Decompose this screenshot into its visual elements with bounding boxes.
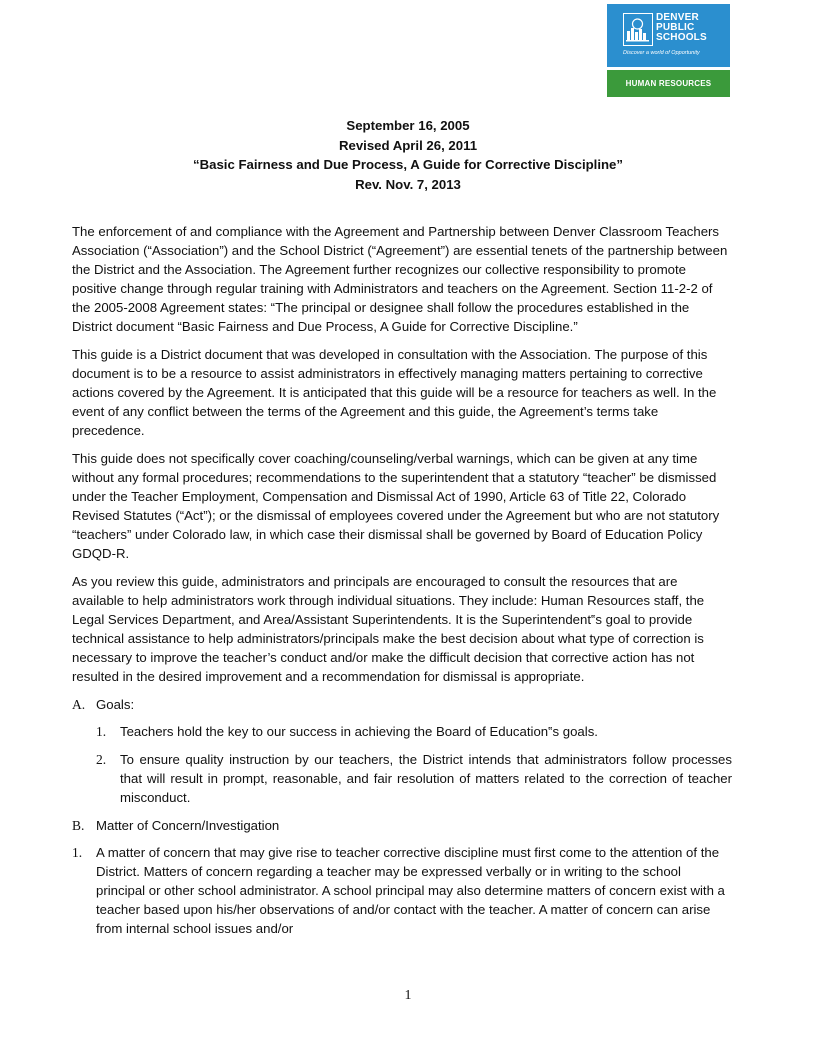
concern-item-1	[72, 843, 732, 938]
concern-item-1-marker: 1.	[72, 845, 83, 860]
goal-2	[96, 750, 732, 807]
logo-name-line2: PUBLIC	[656, 22, 695, 33]
header-date: September 16, 2005	[346, 118, 470, 133]
document-header	[0, 116, 816, 194]
section-b-marker: B.	[72, 818, 85, 833]
purpose-paragraph: This guide is a District document that was developed in consultation with the Association. The purpose of this document is to be a resource to assist administrators in effectively managing matters pertaining to corrective actions covered by the Agreement. It is anticipated that this guide will be a resource for teachers as well. In the event of any conflict between the terms of the Agreement and this guide, the Agreement’s terms take precedence.	[72, 347, 717, 438]
header-revision: Rev. Nov. 7, 2013	[355, 176, 461, 192]
logo-department: HUMAN RESOURCES	[607, 70, 730, 97]
goal-1	[96, 722, 732, 741]
goal-1-marker: 1.	[96, 724, 107, 739]
header-revised: Revised April 26, 2011	[338, 137, 478, 153]
logo-blue-block	[607, 4, 730, 67]
section-a-label: Goals:	[96, 697, 135, 712]
section-b	[72, 816, 732, 835]
logo-name-line1: DENVER	[656, 12, 699, 23]
logo-name	[656, 13, 707, 43]
goal-1-text: Teachers hold the key to our success in achieving the Board of Education‟s goals.	[120, 724, 598, 739]
logo-tagline: Discover a world of Opportunity	[623, 50, 700, 56]
intro-paragraph: The enforcement of and compliance with the Agreement and Partnership between Denver Classroom Teachers Association (“Association”) and the School District (“Agreement”) are essential tenets of the partnership between the District and the Association. The Agreement further recognizes our collective responsibility to promote positive change through regular training with Administrators and teachers on the Agreement. Section 11-2-2 of the 2005-2008 Agreement states: “The principal or designee shall follow the procedures established in the District document “Basic Fairness and Due Process, A Guide for Corrective Discipline.”	[72, 224, 728, 334]
scope-paragraph: This guide does not specifically cover coaching/counseling/verbal warnings, which can be given at any time without any formal procedures; recommendations to the superintendent that a statutory “teacher” be dismissed under the Teacher Employment, Compensation and Dismissal Act of 1990, Article 63 of Title 22, Colorado Revised Statutes (“Act”); or the dismissal of employees covered under the Agreement but who are not statutory “teachers” under Colorado law, in which case their dismissal shall be governed by Board of Education Policy GDQD-R.	[72, 451, 720, 561]
goal-2-text: To ensure quality instruction by our teachers, the District intends that administrators follow processes that will result in prompt, reasonable, and fair resolution of matters related to the correction of teacher misconduct.	[120, 752, 732, 805]
city-skyline-icon	[623, 13, 653, 46]
logo-name-line3: SCHOOLS	[656, 32, 707, 43]
section-a	[72, 695, 732, 714]
goal-2-marker: 2.	[96, 752, 107, 767]
section-a-marker: A.	[72, 697, 86, 712]
concern-item-1-text: A matter of concern that may give rise to teacher corrective discipline must first come to the attention of the District. Matters of concern regarding a teacher may be expressed verbally or in writing to the school principal or other school administrator. A school principal may also determine matters of concern exist with a teacher based upon his/her observations of and/or contact with the teacher. A matter of concern can arise from internal school issues and/or	[96, 845, 725, 936]
page-number: 1	[404, 988, 412, 1003]
section-b-label: Matter of Concern/Investigation	[96, 818, 280, 833]
document-body	[72, 222, 732, 938]
dps-logo	[607, 4, 730, 97]
header-title: “Basic Fairness and Due Process, A Guide for Corrective Discipline”	[193, 157, 623, 172]
resources-paragraph: As you review this guide, administrators and principals are encouraged to consult the resources that are available to help administrators work through individual situations. They include: Human Resources staff, the Legal Services Department, and Area/Assistant Superintendents. It is the Superintendent‟s goal to provide technical assistance to help administrators/principals make the best decision about what type of correction is necessary to improve the teacher’s conduct and/or make the difficult decision that corrective action has not resulted in the desired improvement and a recommendation for dismissal is appropriate.	[72, 574, 705, 684]
